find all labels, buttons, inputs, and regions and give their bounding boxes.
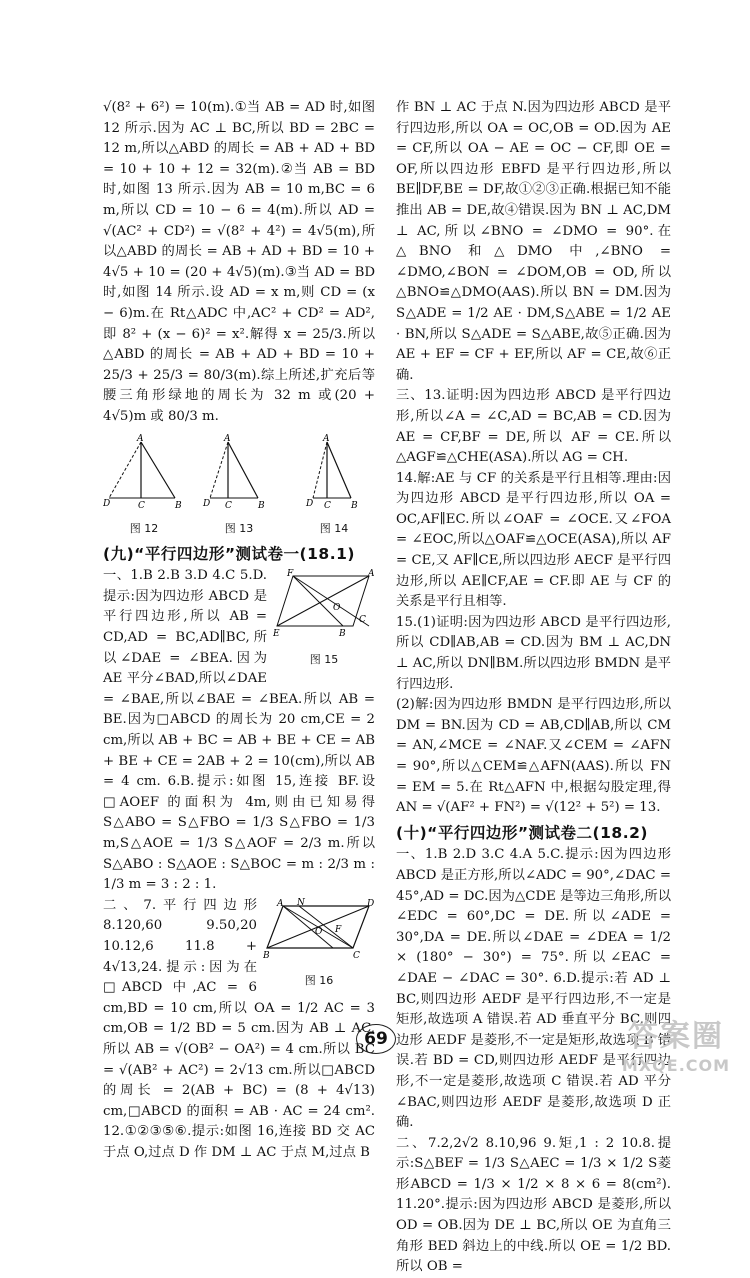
- svg-text:A: A: [323, 433, 330, 444]
- svg-text:B: B: [258, 500, 265, 511]
- parallelogram-diagram: [273, 568, 375, 642]
- section-heading: (九)“平行四边形”测试卷一(18.1): [103, 544, 355, 563]
- figure-12: [103, 434, 185, 540]
- left-column: [103, 98, 375, 1164]
- svg-text:C: C: [324, 500, 331, 511]
- svg-text:B: B: [263, 950, 270, 961]
- triangle-diagram: [103, 434, 185, 512]
- figure-caption: 图 14: [319, 522, 349, 536]
- answer-paragraph: 一、1.B 2.B 3.D 4.C 5.D.提示:因为四边形 ABCD 是平行四边形,所以 AB = CD,AD = BC,AD∥BC,所以∠DAE = ∠BEA.因为 AE 平分∠BAD,所以∠DAE = ∠BAE,所以∠BAE = ∠BEA.所以 AB = BE.因为□ABCD 的周长为 20 cm,CE = 2 cm,所以 AB + BC = AB + BE + CE = AB + BE + CE = 2AB + 2 = 10(cm),所以 AB = 4 cm. 6.B.提示:如图 15,连接 BF.设□AOEF 的面积为 4m,则由已知易得 S△ABO = S△FBO = 1/3 S△FBO = 1/3 m,S△AOE = 1/3 S△AOF = 2/3 m.所以 S△ABO : S△AOE : S△BOC = m : 2/3 m : 1/3 m = 3 : 2 : 1.: [103, 568, 375, 893]
- watermark-logo: [612, 1018, 740, 1084]
- figure-row-12-14: [103, 434, 375, 540]
- right-column: [396, 98, 671, 1278]
- triangle-diagram: [198, 434, 280, 512]
- proof-paragraph: 三、13.证明:因为四边形 ABCD 是平行四边形,所以∠A = ∠C,AD = BC,AB = CD.因为 AE = CF,BF = DE,所以 AF = CE.所以△AGF≌△CHE(ASA).所以 AG = CH.: [396, 388, 671, 466]
- watermark-url: MXQE.COM: [621, 1056, 731, 1075]
- proof-paragraph: 15.(1)证明:因为四边形 ABCD 是平行四边形,所以 CD∥AB,AB = CD.因为 BM ⊥ AC,DN ⊥ AC,所以 DN∥BM.所以四边形 BMDN 是平行四边形.: [396, 614, 671, 692]
- svg-text:F: F: [287, 569, 294, 580]
- figure-caption: 图 12: [129, 522, 159, 536]
- figure-caption: 图 16: [304, 974, 334, 988]
- svg-text:A: A: [137, 433, 144, 444]
- answer-paragraph: 一、1.B 2.D 3.C 4.A 5.C.提示:因为四边形 ABCD 是正方形,所以∠ADC = 90°,∠DAC = 45°,AD = DC.因为△CDE 是等边三角形,所以∠EDC = 60°,DC = DE.所以∠ADE = 30°,DA = DE.所以∠DAE = ∠DEA = 1/2 × (180° − 30°) = 75°.所以∠EAC = ∠DAE − ∠DAC = 30°. 6.D.提示:若 AD ⊥ BC,则四边形 AEDF 是平行四边形,不一定是矩形,故选项 A 错误.若 AD 垂直平分 BC,则四边形 AEDF 是菱形,不一定是矩形,故选项 B 错误.若 BD = CD,则四边形 AEDF 是平行四边形,不一定是菱形,故选项 C 错误.若 AD 平分∠BAC,则四边形 AEDF 是菱形,故选项 D 正确.: [396, 847, 671, 1131]
- parallelogram-diagram: [263, 898, 375, 964]
- svg-text:A: A: [224, 433, 231, 444]
- svg-text:D: D: [203, 498, 211, 509]
- answer-paragraph: 二、7.2,2√2 8.10,96 9.矩,1 : 2 10.8.提示:S△BEF = 1/3 S△AEC = 1/3 × 1/2 S菱形ABCD = 1/3 × 1/2 × 8 × 6 = 8(cm²). 11.20°.提示:因为四边形 ABCD 是菱形,所以 OD = OB.因为 DE ⊥ BC,所以 OE 为直角三角形 BED 斜边上的中线.所以 OE = 1/2 BD.所以 OB =: [396, 1135, 671, 1275]
- page-number-text: 69: [356, 1024, 396, 1054]
- figure-caption: 图 13: [224, 522, 254, 536]
- answer-paragraph: 二、7.平行四边形 8.120,60 9.50,20 10.12,6 11.8 + 4√13,24.提示:因为在□ABCD 中,AC = 6 cm,BD = 10 cm,所以 OA = 1/2 AC = 3 cm,OB = 1/2 BD = 5 cm.因为 AB ⊥ AC,所以 AB = √(OB² − OA²) = 4 cm.所以 BC = √(AB² + AC²) = 2√13 cm.所以□ABCD 的周长 = 2(AB + BC) = (8 + 4√13) cm,□ABCD 的面积 = AB · AC = 24 cm². 12.①②③⑤⑥.提示:如图 16,连接 BD 交 AC 于点 O,过点 D 作 DM ⊥ AC 于点 M,过点 B: [103, 897, 375, 1160]
- svg-text:O: O: [315, 926, 323, 937]
- solution-paragraph: 作 BN ⊥ AC 于点 N.因为四边形 ABCD 是平行四边形,所以 OA = OC,OB = OD.因为 AE = CF,所以 OA − AE = OC − CF,即 OE = OF,所以四边形 EBFD 是平行四边形,所以 BE∥DF,BE = DF,故①②③正确.根据已知不能推出 AB = DE,故④错误.因为 BN ⊥ AC,DM ⊥ AC,所以∠BNO = ∠DMO = 90°.在△BNO 和△DMO 中,∠BNO = ∠DMO,∠BON = ∠DOM,OB = OD,所以△BNO≌△DMO(AAS).所以 BN = DM.因为 S△ADE = 1/2 AE · DM,S△ABE = 1/2 AE · BN,所以 S△ADE = S△ABE,故⑤正确.因为 AE + EF = CF + EF,所以 AF = CE,故⑥正确.: [396, 100, 671, 383]
- svg-text:A: A: [277, 898, 284, 909]
- svg-text:O: O: [333, 603, 341, 614]
- svg-text:D: D: [367, 898, 375, 909]
- section-heading: (十)“平行四边形”测试卷二(18.2): [396, 823, 648, 842]
- svg-text:B: B: [175, 500, 182, 511]
- svg-text:C: C: [225, 500, 232, 511]
- svg-text:B: B: [351, 500, 358, 511]
- svg-text:C: C: [138, 500, 145, 511]
- solution-paragraph: 14.解:AE 与 CF 的关系是平行且相等.理由:因为四边形 ABCD 是平行四边形,所以 OA = OC,AF∥EC.所以∠OAF = ∠OCE.又∠FOA = ∠EOC,所以△OAF≌△OCE(ASA),所以 AF = CE,又 AF∥CE,所以四边形 AECF 是平行四边形,所以 AE∥CF,AE = CF.即 AE 与 CF 的关系是平行且相等.: [396, 470, 671, 610]
- svg-text:E: E: [273, 629, 280, 640]
- svg-text:F: F: [335, 924, 342, 935]
- solution-paragraph: (2)解:因为四边形 BMDN 是平行四边形,所以 DM = BN.因为 CD = AB,CD∥AB,所以 CM = AN,∠MCE = ∠NAF.又∠CEM = ∠AFN = 90°,所以△CEM≌△AFN(AAS).所以 FN = EM = 5.在 Rt△AFN 中,根据勾股定理,得 AN = √(AF² + FN²) = √(12² + 5²) = 13.: [396, 697, 671, 816]
- figure-caption: 图 15: [309, 652, 339, 666]
- svg-text:B: B: [339, 629, 346, 640]
- svg-text:D: D: [103, 498, 111, 509]
- page-number: [331, 1020, 421, 1060]
- figure-13: [198, 434, 280, 540]
- svg-text:D: D: [306, 498, 314, 509]
- svg-text:N: N: [297, 897, 305, 908]
- svg-text:A: A: [368, 569, 375, 580]
- triangle-diagram: [293, 434, 375, 512]
- solution-paragraph: √(8² + 6²) = 10(m).①当 AB = AD 时,如图 12 所示.因为 AC ⊥ BC,所以 BD = 2BC = 12 m,所以△ABD 的周长 = AB + AD + BD = 10 + 10 + 12 = 32(m).②当 AB = BD 时,如图 13 所示.因为 AB = 10 m,BC = 6 m,所以 CD = 10 − 6 = 4(m).所以 AD = √(AC² + CD²) = √(8² + 4²) = 4√5(m),所以△ABD 的周长 = AB + AD + BD = 10 + 4√5 + 10 = (20 + 4√5)(m).③当 AD = BD 时,如图 14 所示.设 AD = x m,则 CD = (x − 6)m.在 Rt△ADC 中,AC² + CD² = AD²,即 8² + (x − 6)² = x².解得 x = 25/3.所以△ABD 的周长 = AB + AD + BD = 10 + 25/3 + 25/3 = 80/3(m).综上所述,扩充后等腰三角形绿地的周长为 32 m 或(20 + 4√5)m 或 80/3 m.: [103, 100, 375, 424]
- svg-text:C: C: [353, 950, 360, 961]
- figure-14: [293, 434, 375, 540]
- figure-15: [273, 568, 375, 670]
- svg-text:C: C: [359, 615, 366, 626]
- watermark-text: 答案圈: [628, 1019, 724, 1054]
- figure-16: [263, 898, 375, 992]
